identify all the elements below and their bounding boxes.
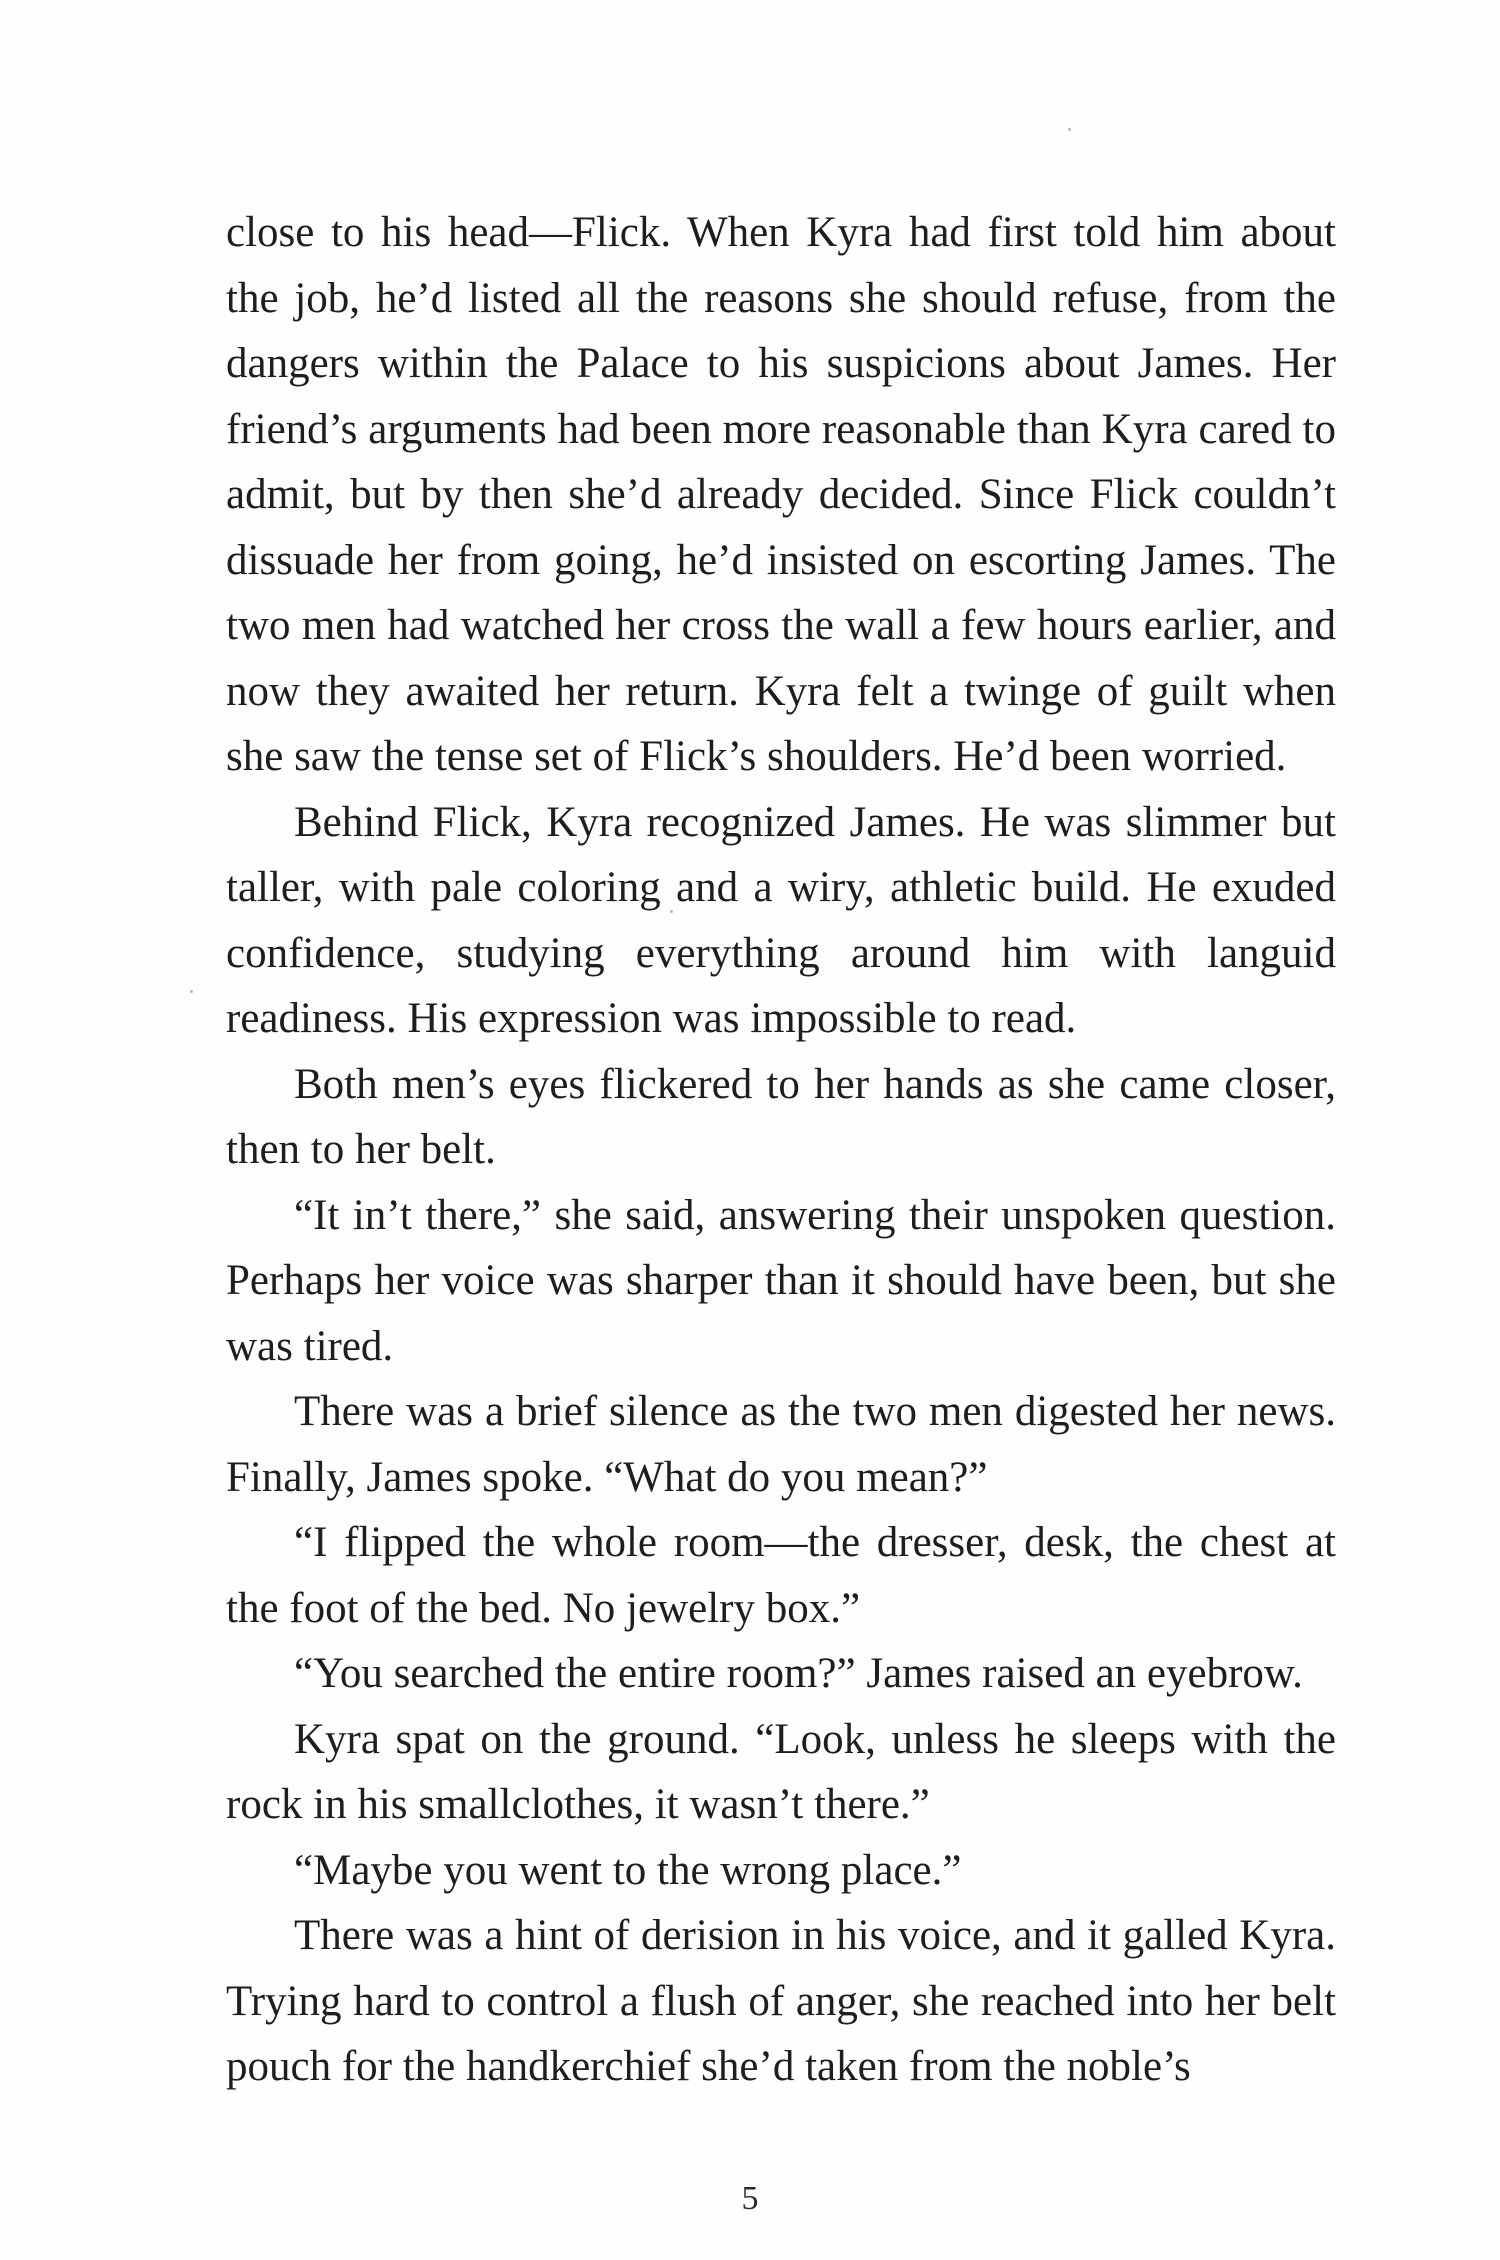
paragraph: close to his head—Flick. When Kyra had first told him about the job, he’d listed all the reasons she should refuse, from the dangers within the Palace to his suspicions about James. Her friend’s arguments had been more reasonable than Kyra cared to admit, but by then she’d already decided. Since Flick couldn’t dissuade her from going, he’d insisted on escorting James. The two men had watched her cross the wall a few hours earlier, and now they awaited her return. Kyra felt a twinge of guilt when she saw the tense set of Flick’s shoulders. He’d been worried.: [226, 209, 1336, 780]
paragraph: There was a brief silence as the two men digested her news. Finally, James spoke. “What do you mean?”: [226, 1388, 1336, 1501]
body-text: [226, 200, 1336, 2100]
paragraph: Both men’s eyes flickered to her hands as she came closer, then to her belt.: [226, 1060, 1336, 1173]
paragraph: “Maybe you went to the wrong place.”: [294, 1846, 962, 1894]
paragraph: “You searched the entire room?” James raised an eyebrow.: [294, 1650, 1303, 1697]
paper-speck: [1068, 128, 1071, 131]
paragraph: There was a hint of derision in his voice, and it galled Kyra. Trying hard to control a flush of anger, she reached into her belt pouch for the handkerchief she’d taken from the noble’s: [226, 1912, 1336, 2090]
paragraph: “It in’t there,” she said, answering their unspoken question. Perhaps her voice was sharper than it should have been, but she was tired.: [226, 1191, 1336, 1370]
paragraph: Behind Flick, Kyra recognized James. He was slimmer but taller, with pale coloring and a wiry, athletic build. He exuded confidence, studying everything around him with languid readiness. His expression was impossible to read.: [226, 798, 1336, 1042]
paragraph: “I flipped the whole room—the dresser, desk, the chest at the foot of the bed. No jewelry box.”: [226, 1519, 1336, 1632]
page-number: 5: [741, 2180, 759, 2217]
paragraph: Kyra spat on the ground. “Look, unless he sleeps with the rock in his smallclothes, it wasn’t there.”: [226, 1715, 1336, 1828]
paper-speck: [190, 990, 193, 993]
